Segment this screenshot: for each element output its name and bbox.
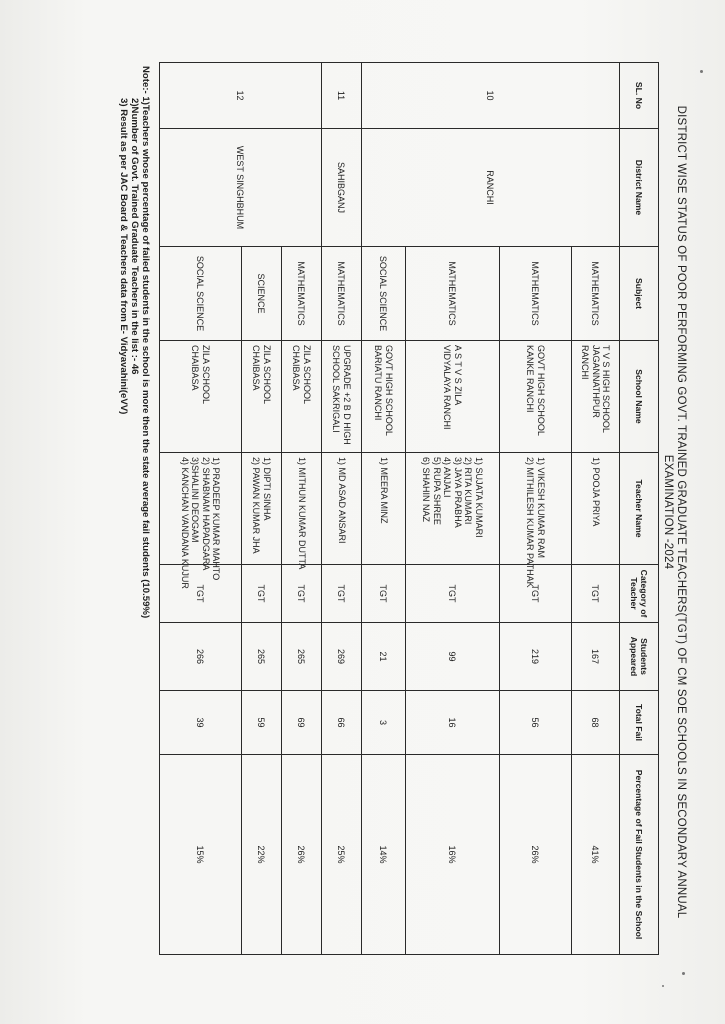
appeared-cell: 265 xyxy=(242,623,282,691)
header-teacher: Teacher Name xyxy=(620,453,659,565)
header-appeared: Students Appeared xyxy=(620,623,659,691)
district-cell: SAHIBGANJ xyxy=(322,129,362,247)
school-cell: GOVT HIGH SCHOOL KANKE RANCHI xyxy=(500,341,572,453)
teacher-name: 4) KANCHAN VANDANA KUJUR xyxy=(180,457,190,589)
fail-cell: 59 xyxy=(242,691,282,755)
subject-cell: SCIENCE xyxy=(242,247,282,341)
scan-speck xyxy=(700,70,703,73)
district-cell: RANCHI xyxy=(362,129,620,247)
percentage-cell: 25% xyxy=(322,755,362,955)
appeared-cell: 167 xyxy=(572,623,620,691)
table-row xyxy=(282,63,322,955)
document-title: DISTRICT WISE STATUS OF POOR PERFORMING GOVT. TRAINED GRADUATE TEACHERS(TGT) OF CM SOE SCHOOLS IN SECONDARY ANNUAL EXAMINATION -2024 xyxy=(662,105,687,919)
header-school: School Name xyxy=(620,341,659,453)
appeared-cell: 269 xyxy=(322,623,362,691)
appeared-cell: 99 xyxy=(406,623,500,691)
teacher-name: 3) JAYA PRABHA xyxy=(453,457,463,528)
note-line: 3) Result as per JAC Board & Teachers data from E- Vidyavahini(eVV) xyxy=(118,98,129,415)
teacher-cell xyxy=(160,453,242,589)
subject-cell: MATHEMATICS xyxy=(322,247,362,341)
teacher-name: 1) VIKESH KUMAR RAM xyxy=(536,457,546,559)
school-cell: T V S HIGH SCHOOL JAGANNATHPUR RANCHI xyxy=(572,341,620,453)
category-cell: TGT xyxy=(322,565,362,623)
school-cell: ZILA SCHOOL CHAIBASA xyxy=(242,341,282,453)
teacher-cell xyxy=(500,453,572,588)
header-row xyxy=(620,63,659,955)
teacher-name: 2) SHABNAM HAPADGARA xyxy=(201,457,211,571)
category-cell: TGT xyxy=(406,565,500,623)
teacher-name: 2) MITHILESH KUMAR PATHAK xyxy=(525,457,536,588)
notes-block xyxy=(118,66,151,946)
appeared-cell: 21 xyxy=(362,623,406,691)
percentage-cell: 14% xyxy=(362,755,406,955)
teacher-name: 2) RITA KUMARI xyxy=(463,457,474,525)
percentage-cell: 26% xyxy=(500,755,572,955)
subject-cell: MATHEMATICS xyxy=(500,247,572,341)
rotated-document xyxy=(67,62,687,962)
percentage-cell: 22% xyxy=(242,755,282,955)
district-cell: WEST SINGHBHUM xyxy=(160,129,322,247)
teacher-name: 1) SUJATA KUMARI xyxy=(474,457,484,538)
header-percentage: Percentage of Fail Students in the School xyxy=(620,755,659,955)
percentage-cell: 41% xyxy=(572,755,620,955)
fail-cell: 16 xyxy=(406,691,500,755)
category-cell: TGT xyxy=(242,565,282,623)
category-cell: TGT xyxy=(282,565,322,623)
school-cell: A S T V S ZILA VIDYALAYA RANCHI xyxy=(406,341,500,453)
appeared-cell: 266 xyxy=(160,623,242,691)
teacher-cell xyxy=(322,453,362,565)
teacher-name: 5) RUPA SHREE xyxy=(432,457,442,525)
fail-cell: 3 xyxy=(362,691,406,755)
subject-cell: SOCIAL SCIENCE xyxy=(362,247,406,341)
appeared-cell: 219 xyxy=(500,623,572,691)
percentage-cell: 15% xyxy=(160,755,242,955)
header-sl-no: SL. No xyxy=(620,63,659,129)
teacher-name: 1) POOJA PRIYA xyxy=(590,457,601,527)
school-cell: ZILA SCHOOL CHAIBASA xyxy=(282,341,322,453)
teacher-name: 3)SHALINI DEOGAM xyxy=(190,457,201,543)
sl-no-cell: 12 xyxy=(160,63,322,129)
scan-speck xyxy=(682,972,685,975)
subject-cell: SOCIAL SCIENCE xyxy=(160,247,242,341)
sl-no-cell: 11 xyxy=(322,63,362,129)
category-cell: TGT xyxy=(500,565,572,623)
header-subject: Subject xyxy=(620,247,659,341)
teachers-table xyxy=(159,62,659,955)
school-cell: GOVT HIGH SCHOOL BARIATU RANCHI xyxy=(362,341,406,453)
teacher-name: 1) MITHUN KUMAR DUTTA xyxy=(296,457,307,570)
teacher-name: 2) PAWAN KUMAR JHA xyxy=(251,457,262,554)
teacher-name: 4) ANJALI xyxy=(442,457,453,498)
teacher-cell xyxy=(572,453,620,565)
subject-cell: MATHEMATICS xyxy=(572,247,620,341)
appeared-cell: 265 xyxy=(282,623,322,691)
teacher-cell xyxy=(242,453,282,565)
fail-cell: 68 xyxy=(572,691,620,755)
table-row xyxy=(322,63,362,955)
scan-speck xyxy=(662,985,664,987)
header-category: Category of Teacher xyxy=(620,565,659,623)
teacher-name: 6) SHAHIN NAZ xyxy=(421,457,432,523)
school-cell: UPGRADE +2 B D HIGH SCHOOL SAKRIGALI xyxy=(322,341,362,453)
teacher-name: 1) DIPTI SINHA xyxy=(262,457,272,521)
sl-no-cell: 10 xyxy=(362,63,620,129)
school-cell: ZILA SCHOOL CHAIBASA xyxy=(160,341,242,453)
fail-cell: 69 xyxy=(282,691,322,755)
percentage-cell: 16% xyxy=(406,755,500,955)
fail-cell: 56 xyxy=(500,691,572,755)
table-row xyxy=(572,63,620,955)
note-line: Note:- 1)Teachers whose percentage of failed students in the school is more then the state average fail students (10.59%) xyxy=(140,66,151,619)
category-cell: TGT xyxy=(160,565,242,623)
teacher-cell xyxy=(406,453,500,565)
percentage-cell: 26% xyxy=(282,755,322,955)
header-district: District Name xyxy=(620,129,659,247)
subject-cell: MATHEMATICS xyxy=(282,247,322,341)
subject-cell: MATHEMATICS xyxy=(406,247,500,341)
category-cell: TGT xyxy=(572,565,620,623)
teacher-cell xyxy=(362,453,406,565)
teacher-cell xyxy=(282,453,322,570)
category-cell: TGT xyxy=(362,565,406,623)
teacher-name: 1) PRADEEP KUMAR MAHTO xyxy=(211,457,222,581)
teacher-name: 1) MEERA MINZ xyxy=(378,457,389,524)
note-line: 2)Number of Govt. Trained Graduate Teachers in the list :- 46 xyxy=(129,98,140,375)
fail-cell: 66 xyxy=(322,691,362,755)
teacher-name: 1) MD ASAD ANSARI xyxy=(336,457,347,544)
header-fail: Total Fail xyxy=(620,691,659,755)
fail-cell: 39 xyxy=(160,691,242,755)
